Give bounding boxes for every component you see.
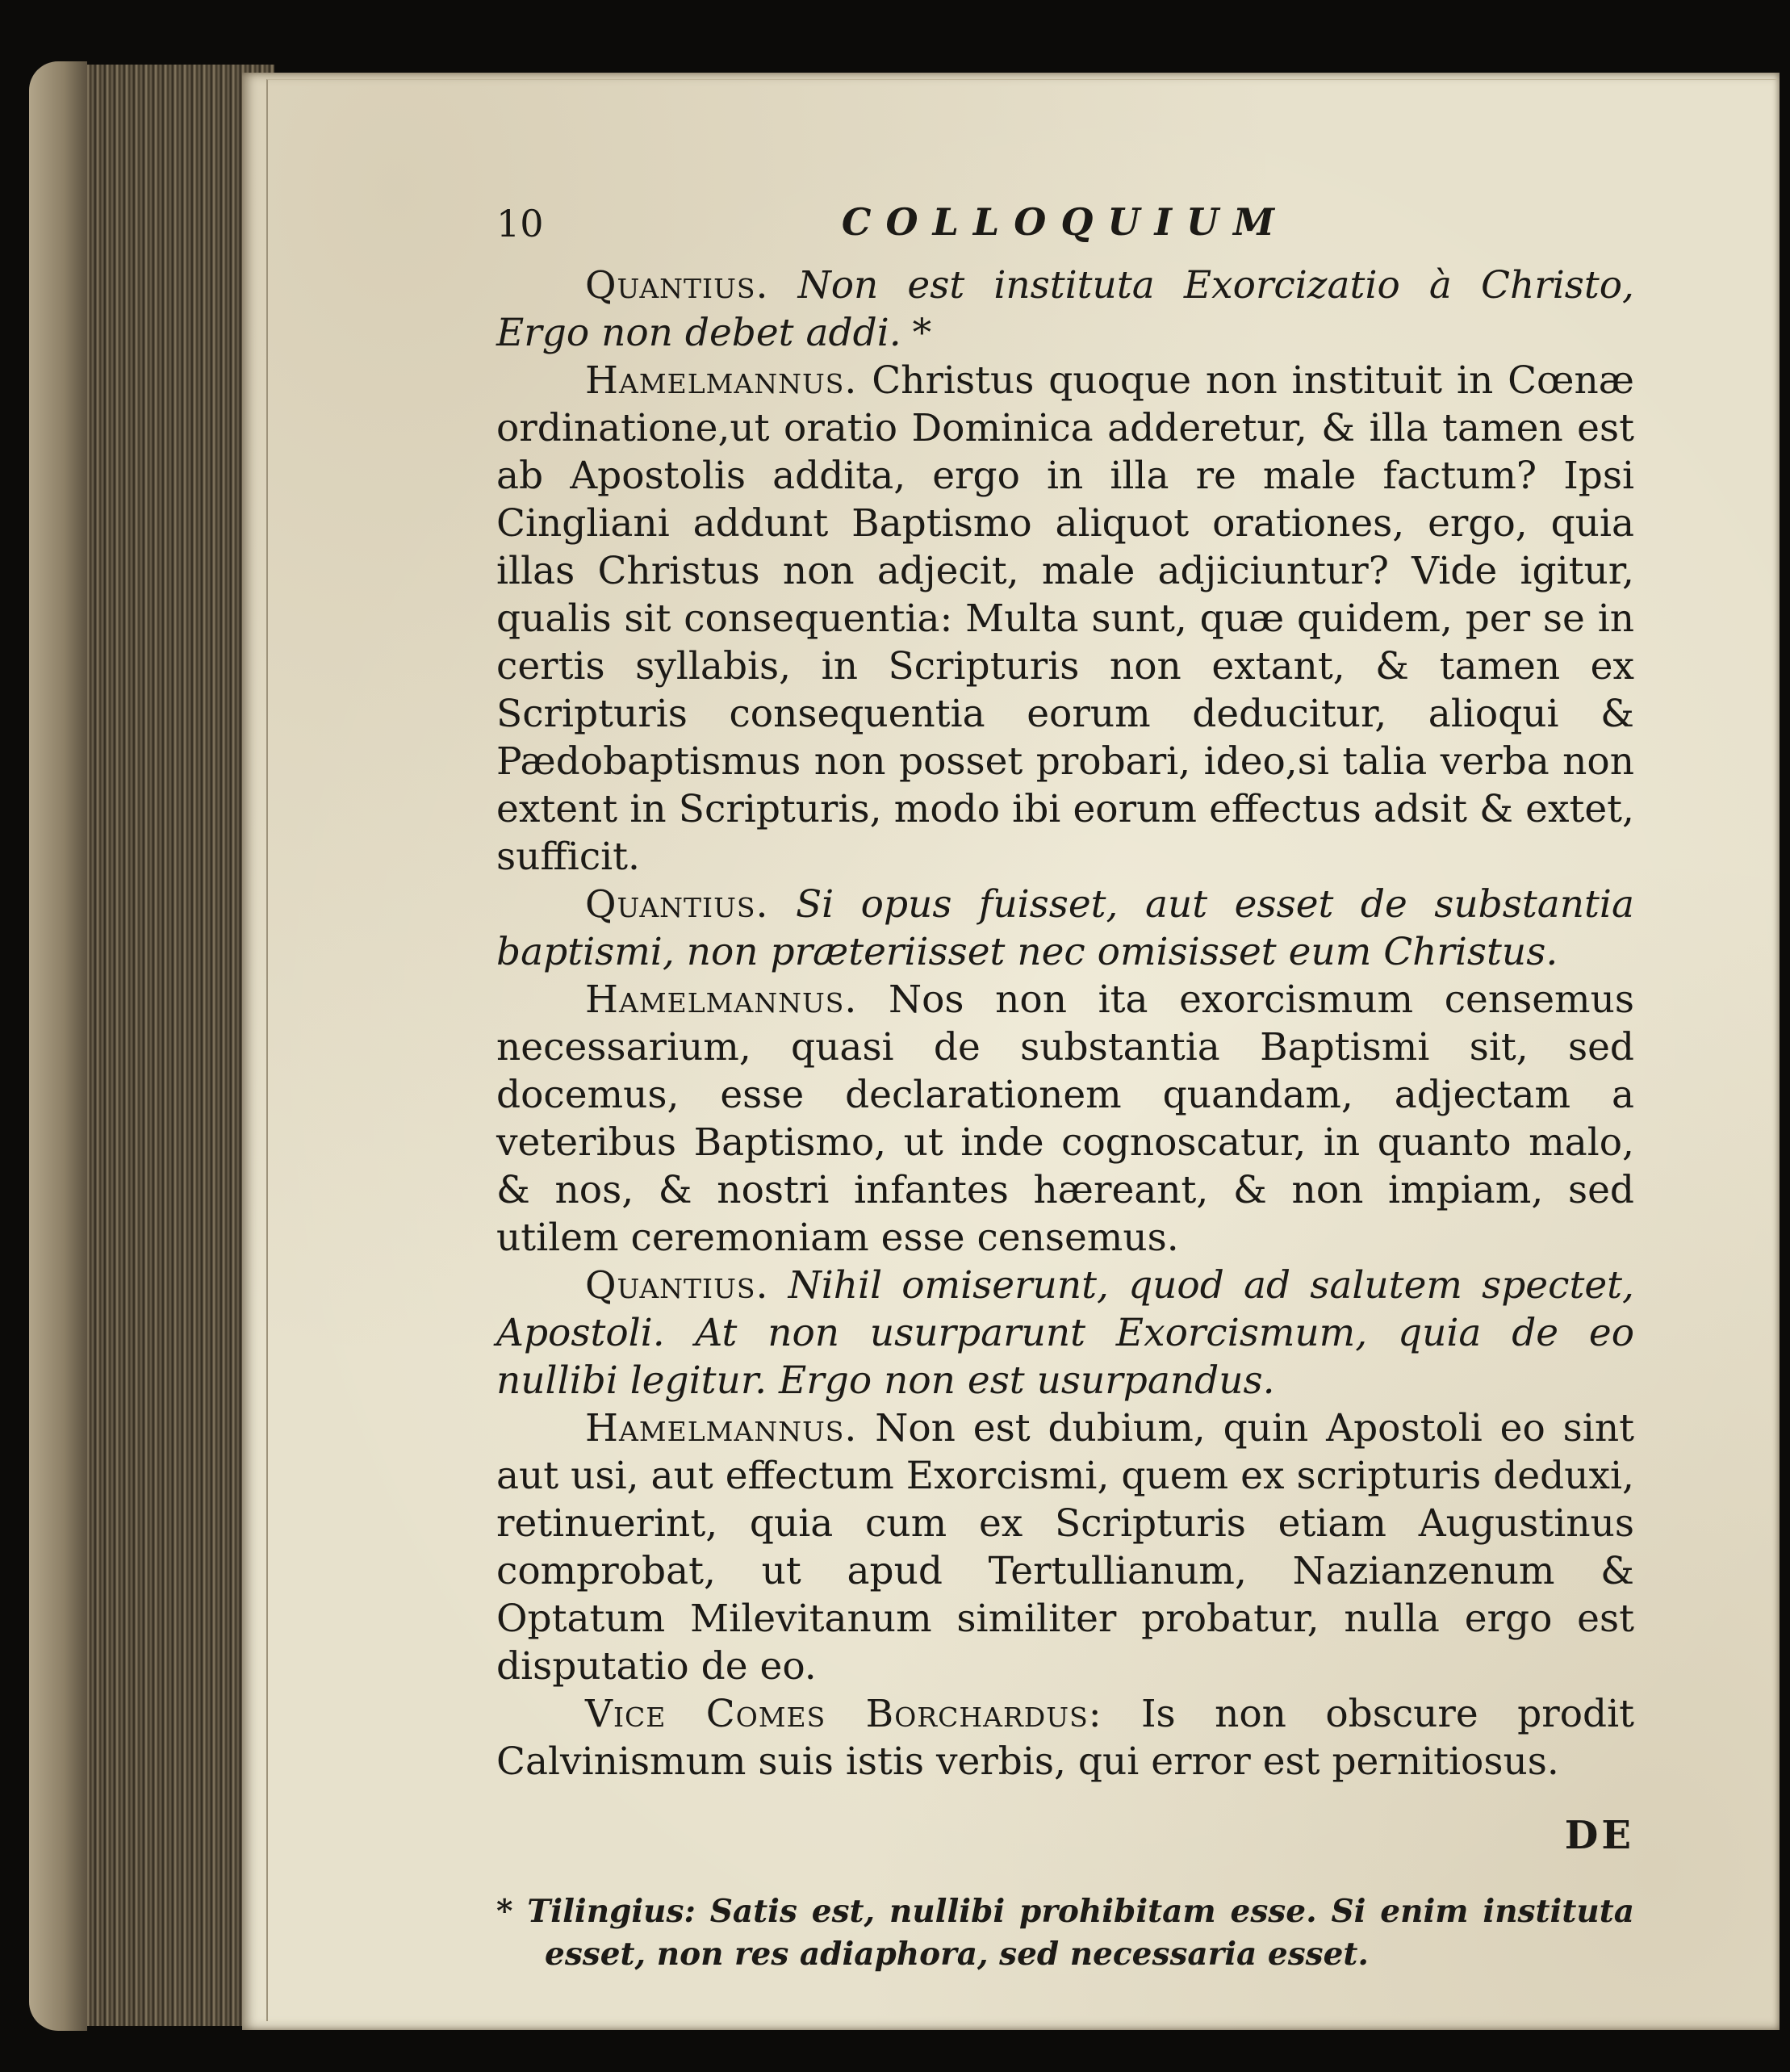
footnote-marker: * — [496, 1893, 513, 1930]
speech-text: Non est instituta Exorcizatio à Christo, Ergo non debet addi. — [496, 263, 1634, 355]
dialogue-paragraph — [496, 1262, 1634, 1404]
dialogue-paragraph — [496, 976, 1634, 1262]
speaker-name: Hamelmannus. — [585, 358, 858, 403]
speaker-name: Quantius. — [585, 1263, 769, 1308]
speaker-name: Hamelmannus. — [585, 1406, 858, 1450]
body-text — [496, 262, 1634, 1785]
speaker-name: Vice Comes Borchardus: — [585, 1692, 1102, 1736]
speech-text: Si opus fuisset, aut esset de substantia baptismi, non præteriisset nec omisisset eum Christus. — [496, 882, 1634, 974]
speech-text: Nos non ita exorcismum censemus necessarium, quasi de substantia Baptismi sit, sed docemus, esse declarationem quandam, adjectam a veteribus Baptismo, ut inde cognoscatur, in quanto malo, & nos, & nostri infantes hæreant, & non impiam, sed utilem ceremoniam esse censemus. — [496, 977, 1634, 1260]
footnote — [496, 1890, 1634, 1976]
text-block — [496, 187, 1634, 1976]
dialogue-paragraph — [496, 262, 1634, 357]
speech-text: Christus quoque non instituit in Cœnæ ordinatione,ut oratio Dominica adderetur, & illa tamen est ab Apostolis addita, ergo in illa re male factum? Ipsi Cingliani addunt Baptismo aliquot orationes, ergo, quia illas Christus non adjecit, male adjiciuntur? Vide igitur, qualis sit consequentia: Multa sunt, quæ quidem, per se in certis syllabis, in Scripturis non extant, & tamen ex Scripturis consequentia eorum deducitur, alioqui & Pædobaptismus non posset probari, ideo,si talia verba non extent in Scripturis, modo ibi eorum effectus adsit & extet, sufficit. — [496, 358, 1634, 879]
dialogue-paragraph — [496, 881, 1634, 976]
speech-text: Nihil omiserunt, quod ad salutem spectet, Apostoli. At non usurparunt Exorcismum, quia de eo nullibi legitur. Ergo non est usurpandus. — [496, 1263, 1634, 1403]
speaker-name: Quantius. — [585, 263, 769, 308]
footnote-marker: * — [912, 311, 932, 355]
page-number: 10 — [496, 202, 544, 245]
catchword: DE — [1564, 1813, 1634, 1858]
speech-text: Non est dubium, quin Apostoli eo sint aut usi, aut effectum Exorcismi, quem ex scripturis deduxi, retinuerint, quia cum ex Scripturis etiam Augustinus comprobat, ut apud Tertullianum, Nazianzenum & Optatum Milevitanum similiter probatur, nulla ergo est disputatio de eo. — [496, 1406, 1634, 1689]
dialogue-paragraph — [496, 357, 1634, 881]
speaker-name: Hamelmannus. — [585, 977, 858, 1022]
footnote-text: Tilingius: Satis est, nullibi prohibitam esse. Si enim instituta esset, non res adiaphora, sed necessaria esset. — [527, 1893, 1635, 1973]
book-spine — [29, 61, 87, 2031]
running-head — [496, 187, 1634, 262]
speaker-name: Quantius. — [585, 882, 769, 927]
dialogue-paragraph — [496, 1404, 1634, 1690]
dialogue-paragraph — [496, 1690, 1634, 1785]
speech-text: Is non obscure prodit Calvinismum suis istis verbis, qui error est pernitiosus. — [496, 1692, 1634, 1784]
running-title: COLLOQUIUM — [841, 200, 1290, 244]
